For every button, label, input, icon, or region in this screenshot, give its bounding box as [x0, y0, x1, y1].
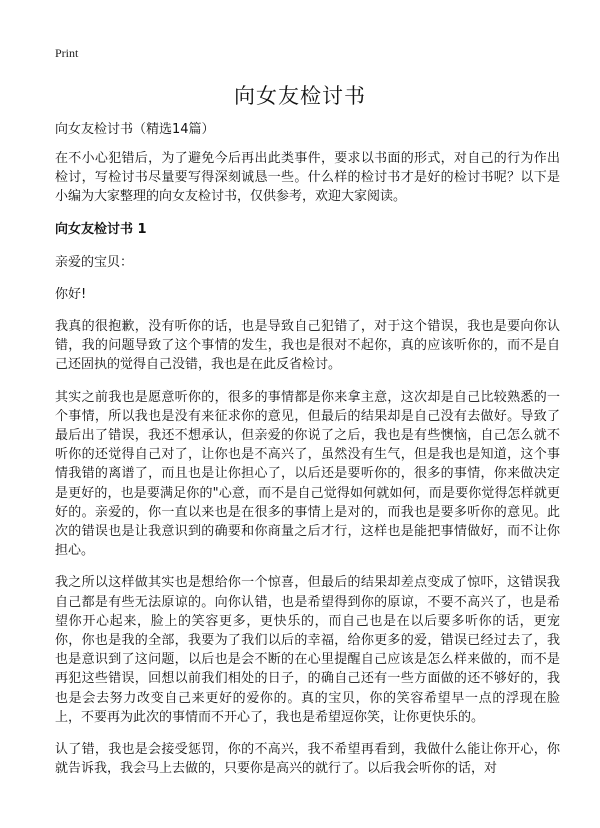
document-subtitle: 向女友检讨书（精选14篇）: [55, 122, 215, 137]
greeting: 亲爱的宝贝：: [55, 254, 134, 270]
section-heading: 向女友检讨书 1: [55, 221, 147, 237]
salutation: 你好!: [55, 286, 87, 302]
page-title: 向女友检讨书: [234, 84, 366, 108]
body-paragraph-1: 我真的很抱歉，没有听你的话，也是导致自己犯错了，对于这个错误，我也是要向你认错，我的问题导致了这个事情的发生，我也是很对不起你，真的应该听你的，而不是自己还固执的觉得自己没错，我也是在此反省检讨。: [55, 319, 560, 373]
body-paragraph-4: 认了错，我也是会接受惩罚，你的不高兴，我不希望再看到，我做什么能让你开心，你就告诉我，我会马上去做的，只要你是高兴的就行了。以后我会听你的话，对: [55, 742, 560, 777]
body-paragraph-3: 我之所以这样做其实也是想给你一个惊喜，但最后的结果却差点变成了惊吓，这错误我自己都是有些无法原谅的。向你认错，也是希望得到你的原谅，不要不高兴了，也是希望你开心起来，脸上的笑容更多，更快乐的，而自己也是在以后要多听你的话，更宠你，你也是我的全部，我要为了我们以后的幸福，给你更多的爱，错误已经过去了，我也是意识到了这问题，以后也是会不断的在心里提醒自己应该是怎么样来做的，而不是再犯这些错误，回想以前我们相处的日子，的确自己还有一些方面做的还不够好的，我也是会去努力改变自己来更好的爱你的。真的宝贝，你的笑容希望早一点的浮现在脸上，不要再为此次的事情而不开心了，我也是希望逗你笑，让你更快乐的。: [55, 575, 560, 725]
print-link[interactable]: Print: [55, 46, 79, 60]
body-paragraph-2: 其实之前我也是愿意听你的，很多的事情都是你来拿主意，这次却是自己比较熟悉的一个事情，所以我也是没有来征求你的意见，但最后的结果却是自己没有去做好。导致了最后出了错误，我还不想承认，但亲爱的你说了之后，我也是有些懊恼，自己怎么就不听你的还觉得自己对了，让你也是不高兴了，虽然没有生气，但是我也是知道，这个事情我错的离谱了，而且也是让你担心了，以后还是要听你的，很多的事情，你来做决定是更好的，也是要满足你的"心意，而不是自己觉得如何就如何，而是要你觉得怎样就更好的。亲爱的，你一直以来也是在很多的事情上是对的，而我也是要多听你的意见。此次的错误也是让我意识到的确要和你商量之后才行，这样也是能把事情做好，而不让你担心。: [55, 389, 560, 559]
intro-paragraph: 在不小心犯错后，为了避免今后再出此类事件，要求以书面的形式，对自己的行为作出检讨，写检讨书尽量要写得深刻诚恳一些。什么样的检讨书才是好的检讨书呢？以下是小编为大家整理的向女友检讨书，仅供参考，欢迎大家阅读。: [55, 151, 560, 205]
document-body: [55, 120, 560, 791]
